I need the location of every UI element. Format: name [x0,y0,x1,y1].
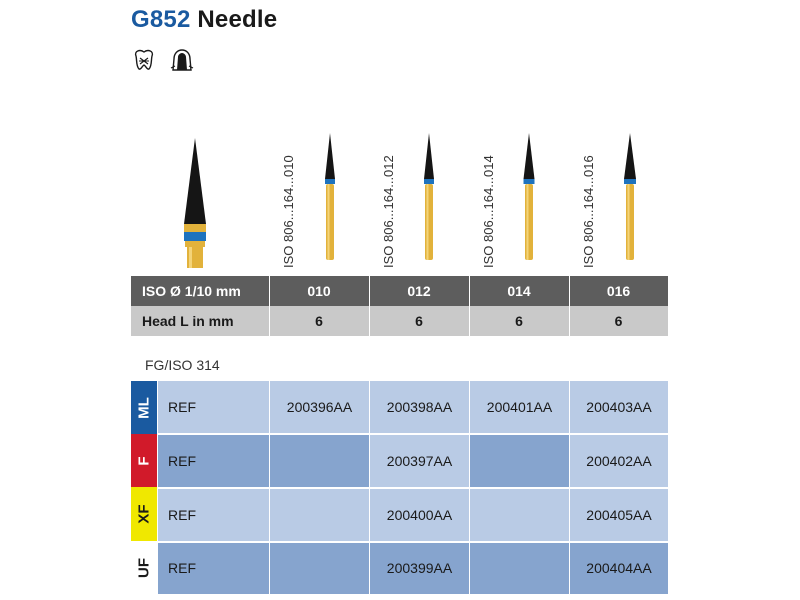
ref-number [270,489,369,541]
head-length-cell: 6 [469,306,569,336]
iso-diameter-cell: 010 [269,276,369,306]
ref-number: 200401AA [470,381,569,433]
ref-number: 200404AA [570,543,668,594]
ref-number [270,435,369,487]
grade-uf-badge: UF [131,541,157,594]
ref-number: 200399AA [370,543,469,594]
iso-diameter-cell: 016 [569,276,668,306]
ref-number [470,489,569,541]
ref-label: REF [158,543,269,594]
needle-bur-012-illustration [419,133,439,263]
page-title [131,6,277,34]
ref-number: 200396AA [270,381,369,433]
grade-xf-badge: XF [131,487,157,541]
needle-bur-010-illustration [320,133,340,263]
ref-number: 200400AA [370,489,469,541]
ref-number: 200405AA [570,489,668,541]
iso-label-012: ISO 806...164...012 [381,155,396,268]
product-code: G852 [131,6,191,33]
grade-ml-badge: ML [131,381,157,434]
ref-table [131,381,668,594]
head-length-header: Head L in mm [131,306,269,336]
iso-diameter-row [131,276,668,306]
iso-label-014: ISO 806...164...014 [481,155,496,268]
shank-type-label: FG/ISO 314 [145,357,220,373]
ref-number: 200403AA [570,381,668,433]
crown-tooth-icon [169,47,195,73]
ref-number: 200397AA [370,435,469,487]
iso-label-010: ISO 806...164...010 [281,155,296,268]
iso-diameter-cell: 012 [369,276,469,306]
ref-label: REF [158,489,269,541]
product-name: Needle [197,6,278,33]
iso-diameter-cell: 014 [469,276,569,306]
head-length-cell: 6 [369,306,469,336]
ref-number [470,435,569,487]
ref-label: REF [158,435,269,487]
grade-f-badge: F [131,434,157,487]
needle-bur-014-illustration [519,133,539,263]
ref-number: 200402AA [570,435,668,487]
ref-number [470,543,569,594]
ref-label: REF [158,381,269,433]
head-length-cell: 6 [569,306,668,336]
iso-label-016: ISO 806...164...016 [581,155,596,268]
iso-diameter-header: ISO Ø 1/10 mm [131,276,269,306]
tooth-prep-icon [131,47,157,73]
head-length-row [131,306,668,336]
needle-bur-large-illustration [175,138,215,268]
ref-number: 200398AA [370,381,469,433]
head-length-cell: 6 [269,306,369,336]
needle-bur-016-illustration [620,133,640,263]
ref-number [270,543,369,594]
